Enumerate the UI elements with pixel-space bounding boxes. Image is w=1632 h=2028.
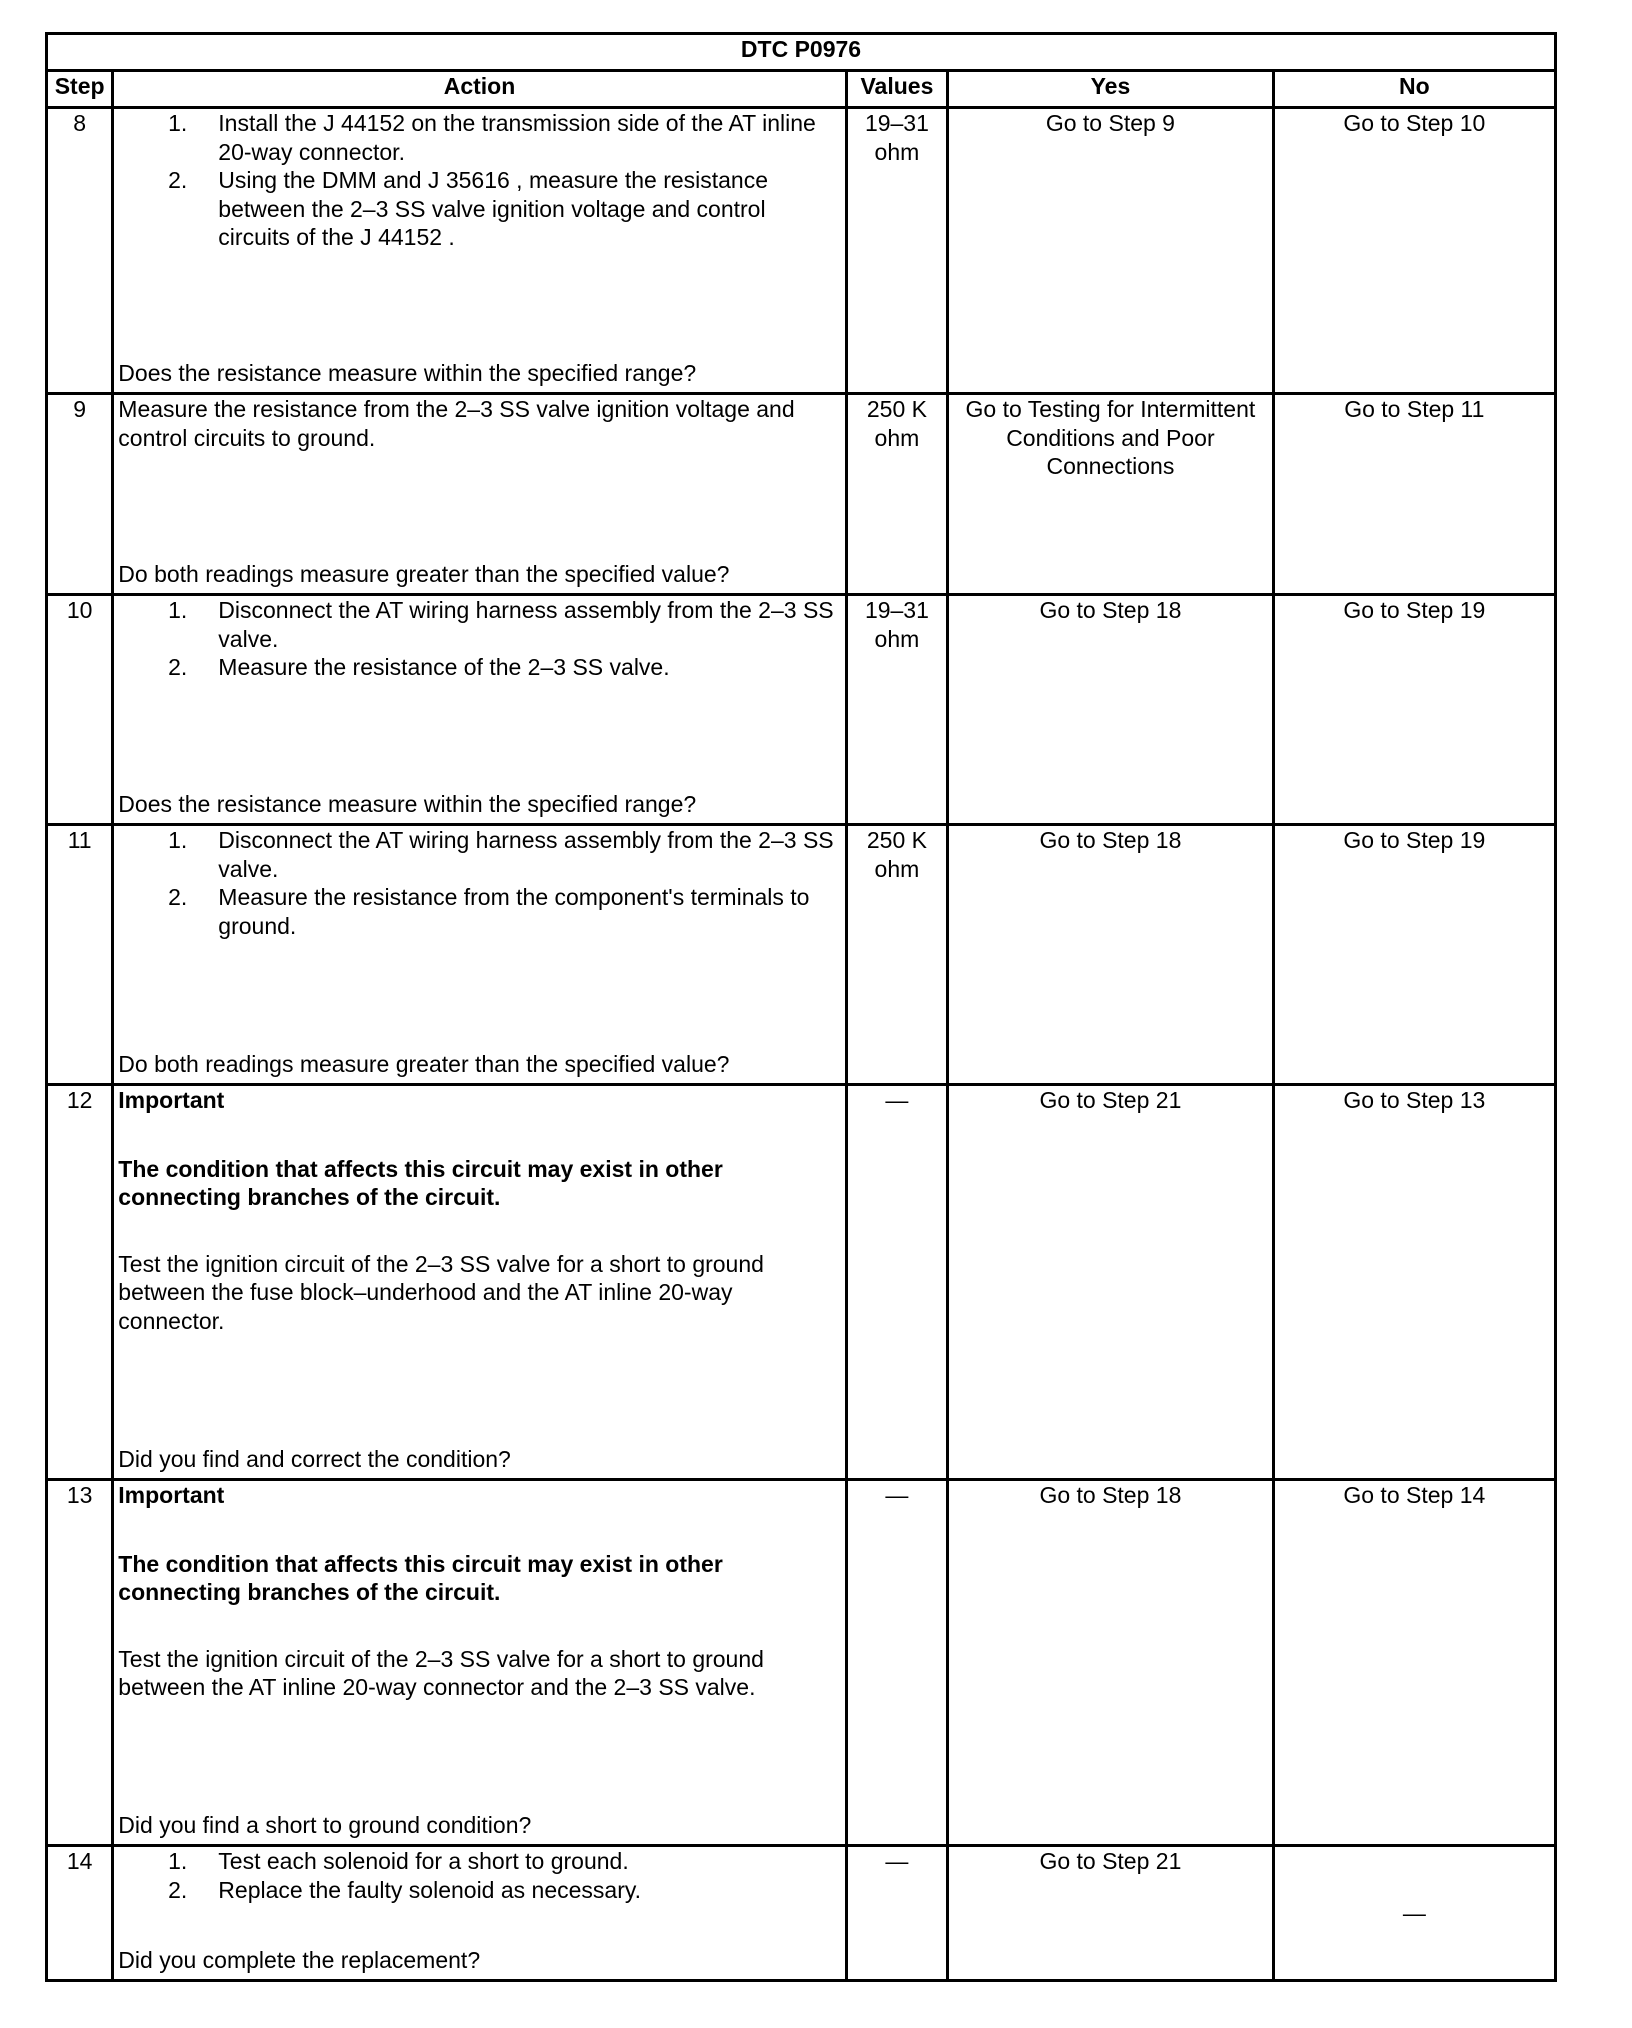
yes-cell: Go to Step 21 <box>948 1846 1274 1981</box>
yes-cell: Go to Step 18 <box>948 595 1274 825</box>
action-steps <box>118 826 840 940</box>
action-cell <box>113 394 846 595</box>
action-question: Did you complete the replacement? <box>118 1946 481 1973</box>
action-cell <box>113 1480 846 1846</box>
yes-cell: Go to Step 18 <box>948 1480 1274 1846</box>
table-title: DTC P0976 <box>47 34 1556 71</box>
table-title-row <box>47 34 1556 71</box>
no-cell: Go to Step 19 <box>1273 595 1555 825</box>
yes-cell: Go to Step 18 <box>948 825 1274 1085</box>
step-number: 13 <box>47 1480 113 1846</box>
yes-cell: Go to Step 9 <box>948 108 1274 394</box>
action-cell <box>113 1846 846 1981</box>
step-number: 12 <box>47 1085 113 1480</box>
header-yes: Yes <box>948 71 1274 108</box>
header-action: Action <box>113 71 846 108</box>
no-cell: — <box>1273 1846 1555 1981</box>
yes-cell: Go to Step 21 <box>948 1085 1274 1480</box>
values-cell: — <box>846 1480 947 1846</box>
action-question: Does the resistance measure within the specified range? <box>118 790 697 817</box>
header-step: Step <box>47 71 113 108</box>
action-steps <box>118 1847 840 1904</box>
no-cell: Go to Step 13 <box>1273 1085 1555 1480</box>
table-row <box>47 1085 1556 1480</box>
action-text: Measure the resistance from the 2–3 SS valve ignition voltage and control circuits to ground. <box>118 396 795 451</box>
action-cell <box>113 825 846 1085</box>
list-item: 1. Install the J 44152 on the transmission side of the AT inline 20-way connector. <box>168 110 816 165</box>
important-note: The condition that affects this circuit may exist in other connecting branches of the circuit. <box>118 1550 723 1605</box>
action-question: Does the resistance measure within the specified range? <box>118 359 697 386</box>
action-steps <box>118 596 840 682</box>
action-cell <box>113 108 846 394</box>
action-question: Did you find and correct the condition? <box>118 1445 511 1472</box>
list-item: 2. Replace the faulty solenoid as necessary. <box>168 1876 642 1903</box>
list-item: 2. Using the DMM and J 35616 , measure the resistance between the 2–3 SS valve ignition voltage and control circuits of the J 44152 . <box>168 167 769 250</box>
header-values: Values <box>846 71 947 108</box>
table-row <box>47 1846 1556 1981</box>
list-item: 1. Test each solenoid for a short to ground. <box>168 1848 629 1874</box>
table-row <box>47 1480 1556 1846</box>
action-question: Do both readings measure greater than the specified value? <box>118 560 730 587</box>
values-cell: — <box>846 1846 947 1981</box>
no-cell: Go to Step 11 <box>1273 394 1555 595</box>
action-cell <box>113 1085 846 1480</box>
values-cell: 250 K ohm <box>846 394 947 595</box>
values-cell: 19–31 ohm <box>846 595 947 825</box>
step-number: 11 <box>47 825 113 1085</box>
action-question: Did you find a short to ground condition? <box>118 1811 532 1838</box>
table-header-row <box>47 71 1556 108</box>
important-heading: Important <box>118 1087 225 1113</box>
action-cell <box>113 595 846 825</box>
important-note: The condition that affects this circuit may exist in other connecting branches of the circuit. <box>118 1155 723 1210</box>
action-steps <box>118 109 840 252</box>
yes-cell: Go to Testing for Intermittent Conditions and Poor Connections <box>948 394 1274 595</box>
list-item: 2. Measure the resistance from the component's terminals to ground. <box>168 884 810 939</box>
list-item: 1. Disconnect the AT wiring harness assembly from the 2–3 SS valve. <box>168 827 834 882</box>
step-number: 9 <box>47 394 113 595</box>
table-row <box>47 595 1556 825</box>
step-number: 10 <box>47 595 113 825</box>
no-cell: Go to Step 14 <box>1273 1480 1555 1846</box>
table-row <box>47 108 1556 394</box>
values-cell: 19–31 ohm <box>846 108 947 394</box>
important-heading: Important <box>118 1482 225 1508</box>
no-cell: Go to Step 19 <box>1273 825 1555 1085</box>
table-row <box>47 825 1556 1085</box>
action-question: Do both readings measure greater than the specified value? <box>118 1050 730 1077</box>
list-item: 2. Measure the resistance of the 2–3 SS valve. <box>168 654 670 680</box>
step-number: 14 <box>47 1846 113 1981</box>
action-text: Test the ignition circuit of the 2–3 SS valve for a short to ground between the fuse block–underhood and the AT inline 20-way connector. <box>118 1250 764 1334</box>
header-no: No <box>1273 71 1555 108</box>
values-cell: 250 K ohm <box>846 825 947 1085</box>
list-item: 1. Disconnect the AT wiring harness assembly from the 2–3 SS valve. <box>168 597 834 652</box>
dtc-table <box>45 32 1557 1982</box>
step-number: 8 <box>47 108 113 394</box>
values-cell: — <box>846 1085 947 1480</box>
table-row <box>47 394 1556 595</box>
no-cell: Go to Step 10 <box>1273 108 1555 394</box>
action-text: Test the ignition circuit of the 2–3 SS valve for a short to ground between the AT inline 20-way connector and the 2–3 SS valve. <box>118 1645 764 1700</box>
